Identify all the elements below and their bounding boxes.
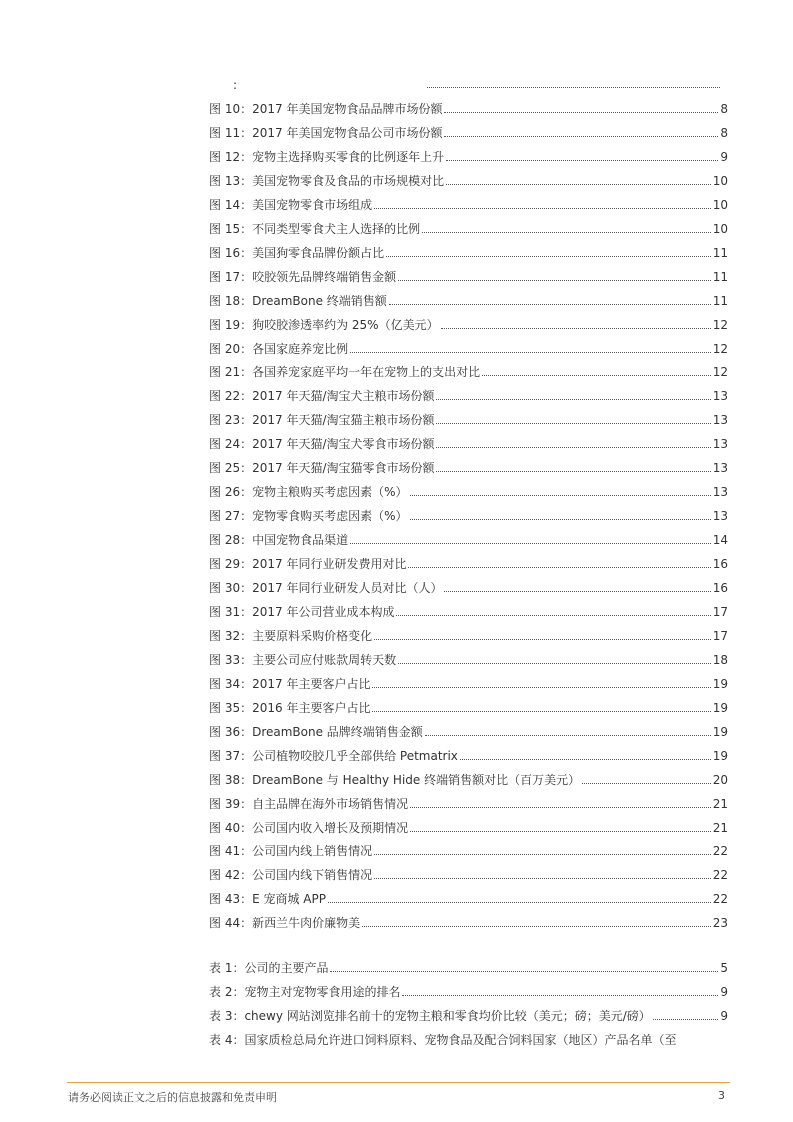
dot-leader: [398, 663, 711, 664]
fragment-colon: :: [233, 78, 238, 92]
figure-toc-entry[interactable]: [209, 602, 728, 620]
toc-entry-page: 13: [712, 461, 728, 476]
toc-entry-page: 22: [712, 868, 728, 883]
toc-entry-label: 表 2：宠物主对宠物零食用途的排名: [209, 985, 401, 999]
dot-leader: [436, 423, 710, 424]
figure-toc-entry[interactable]: [209, 458, 728, 476]
toc-entry-page: 12: [712, 317, 728, 332]
table-toc-entry[interactable]: [209, 1030, 728, 1048]
figure-toc-entry[interactable]: [209, 195, 728, 213]
dot-leader: [374, 878, 711, 879]
dot-leader: [436, 399, 710, 400]
dot-leader: [441, 328, 711, 329]
toc-entry-page: 17: [712, 604, 728, 619]
dot-leader: [446, 184, 711, 185]
toc-entry-page: 8: [720, 102, 728, 116]
toc-entry-label: 图 20：各国家庭养宠比例: [209, 341, 349, 356]
figure-toc-entry[interactable]: [209, 410, 728, 428]
figure-toc-entry[interactable]: [209, 578, 728, 596]
dot-leader: [328, 902, 711, 903]
toc-entry-page: 18: [712, 652, 728, 667]
dot-leader: [389, 304, 711, 305]
dot-leader: [372, 711, 710, 712]
toc-entry-label: 图 28：中国宠物食品渠道: [209, 533, 349, 548]
toc-entry-page: 10: [712, 173, 728, 188]
dot-leader: [436, 471, 710, 472]
dot-leader: [398, 280, 711, 281]
figure-toc-entry[interactable]: [209, 818, 728, 836]
toc-entry-label: 图 27：宠物零食购买考虑因素（%）: [209, 509, 408, 524]
toc-entry-label: 图 36：DreamBone 品牌终端销售金额: [209, 724, 423, 739]
toc-entry-label: 图 15：不同类型零食犬主人选择的比例: [209, 221, 421, 236]
figure-toc-entry[interactable]: [209, 770, 728, 788]
toc-entry-page: 13: [712, 389, 728, 404]
figure-toc-entry[interactable]: [209, 123, 728, 141]
toc-entry-page: 19: [712, 724, 728, 739]
toc-entry-label: 图 17：咬胶领先品牌终端销售金额: [209, 269, 397, 284]
toc-entry-page: 21: [712, 796, 728, 811]
figure-toc-entry[interactable]: [209, 99, 728, 117]
toc-entry-page: 9: [720, 149, 728, 164]
dot-leader: [410, 495, 711, 496]
toc-entry-label: 图 43：E 宠商城 APP: [209, 892, 326, 907]
table-toc-entry[interactable]: [209, 982, 728, 1000]
dot-leader: [460, 759, 711, 760]
figure-toc-entry[interactable]: [209, 746, 728, 764]
toc-entry-label: 图 44：新西兰牛肉价廉物美: [209, 916, 361, 931]
footer-divider: [67, 1082, 730, 1083]
toc-entry-label: 表 4：国家质检总局允许进口饲料原料、宠物食品及配合饲料国家（地区）产品名单（至: [209, 1033, 677, 1047]
toc-entry-page: 9: [720, 1009, 728, 1023]
figure-toc-entry[interactable]: [209, 339, 728, 357]
figure-toc-entry[interactable]: [209, 794, 728, 812]
toc-entry-label: 图 30：2017 年同行业研发人员对比（人）: [209, 581, 443, 595]
toc-entry-page: 5: [720, 961, 728, 975]
toc-entry-label: 图 38：DreamBone 与 Healthy Hide 终端销售额对比（百万美元）: [209, 772, 581, 787]
dot-leader: [482, 375, 711, 376]
dot-leader: [410, 519, 711, 520]
toc-entry-label: 图 24：2017 年天猫/淘宝犬零食市场份额: [209, 437, 435, 452]
toc-entry-label: 图 16：美国狗零食品牌份额占比: [209, 245, 385, 260]
toc-entry-label: 图 19：狗咬胶渗透率约为 25%（亿美元）: [209, 317, 439, 332]
dot-leader: [446, 160, 718, 161]
figure-toc-entry[interactable]: [209, 650, 728, 668]
toc-entry-label: 图 12：宠物主选择购买零食的比例逐年上升: [209, 149, 445, 164]
dot-leader: [386, 256, 711, 257]
toc-entry-page: 22: [712, 892, 728, 907]
toc-entry-page: 19: [712, 700, 728, 715]
figure-toc-entry[interactable]: [209, 554, 728, 572]
toc-entry-page: 12: [712, 365, 728, 380]
toc-entry-label: 图 11：2017 年美国宠物食品公司市场份额: [209, 125, 443, 140]
dot-leader: [444, 112, 718, 113]
dot-leader: [582, 783, 711, 784]
toc-entry-page: 13: [712, 437, 728, 452]
toc-entry-label: 图 13：美国宠物零食及食品的市场规模对比: [209, 173, 445, 188]
dot-leader: [444, 591, 710, 592]
figure-toc-entry[interactable]: [209, 889, 728, 907]
figure-toc-entry[interactable]: [209, 434, 728, 452]
dot-leader: [374, 639, 711, 640]
figure-toc-entry[interactable]: [209, 362, 728, 380]
figure-toc-entry[interactable]: [209, 626, 728, 644]
figure-toc-entry[interactable]: [209, 219, 728, 237]
dot-leader: [374, 208, 711, 209]
dot-leader: [350, 352, 711, 353]
toc-entry-label: 图 21：各国养宠家庭平均一年在宠物上的支出对比: [209, 365, 481, 380]
figure-toc-entry[interactable]: [209, 674, 728, 692]
figure-toc-entry[interactable]: [209, 722, 728, 740]
toc-entry-label: 图 29：2017 年同行业研发费用对比: [209, 557, 407, 572]
toc-entry-label: 图 34：2017 年主要客户占比: [209, 676, 371, 691]
table-toc-entry[interactable]: [209, 958, 728, 976]
figure-toc-entry[interactable]: [209, 243, 728, 261]
toc-entry-label: 图 10：2017 年美国宠物食品品牌市场份额: [209, 102, 443, 116]
figure-toc-entry[interactable]: [209, 698, 728, 716]
table-toc-entry[interactable]: [209, 1006, 728, 1024]
toc-entry-label: 图 35：2016 年主要客户占比: [209, 700, 371, 715]
toc-entry-label: 图 40：公司国内收入增长及预期情况: [209, 820, 409, 835]
dot-leader: [350, 543, 711, 544]
footer-page-number: 3: [718, 1089, 725, 1102]
dot-leader: [427, 87, 720, 88]
figure-toc-entry[interactable]: [209, 482, 728, 500]
toc-entry-page: 19: [712, 748, 728, 763]
toc-entry-label: 图 37：公司植物咬胶几乎全部供给 Petmatrix: [209, 748, 458, 763]
toc-entry-label: 图 25：2017 年天猫/淘宝猫零食市场份额: [209, 461, 435, 476]
toc-entry-page: 10: [712, 221, 728, 236]
toc-entry-page: 23: [712, 916, 728, 931]
toc-entry-label: 图 23：2017 年天猫/淘宝猫主粮市场份额: [209, 413, 435, 428]
dot-leader: [408, 567, 710, 568]
toc-entry-page: 12: [712, 341, 728, 356]
dot-leader: [402, 995, 718, 996]
dot-leader: [653, 1019, 719, 1020]
dot-leader: [330, 971, 718, 972]
toc-entry-label: 图 33：主要公司应付账款周转天数: [209, 652, 397, 667]
figure-toc-entry[interactable]: [209, 506, 728, 524]
toc-entry-label: 图 22：2017 年天猫/淘宝犬主粮市场份额: [209, 389, 435, 404]
figure-toc-entry[interactable]: [209, 386, 728, 404]
toc-entry-page: 13: [712, 485, 728, 500]
toc-entry-label: 图 42：公司国内线下销售情况: [209, 868, 373, 883]
footer-disclaimer: 请务必阅读正文之后的信息披露和免责申明: [68, 1091, 277, 1104]
dot-leader: [436, 447, 710, 448]
toc-entry-page: 20: [712, 772, 728, 787]
toc-entry-page: 19: [712, 676, 728, 691]
toc-entry-page: 11: [712, 293, 728, 308]
dot-leader: [396, 615, 710, 616]
toc-entry-label: 图 26：宠物主粮购买考虑因素（%）: [209, 485, 408, 500]
figure-toc-entry[interactable]: [209, 865, 728, 883]
dot-leader: [362, 926, 711, 927]
toc-entry-page: 13: [712, 509, 728, 524]
toc-entry-page: 14: [712, 533, 728, 548]
toc-entry-label: 表 1：公司的主要产品: [209, 961, 329, 975]
toc-entry-page: 11: [712, 245, 728, 260]
toc-entry-page: 21: [712, 820, 728, 835]
toc-entry-page: 17: [712, 628, 728, 643]
dot-leader: [372, 687, 710, 688]
dot-leader: [374, 854, 711, 855]
toc-entry-label: 图 41：公司国内线上销售情况: [209, 844, 373, 859]
toc-entry-page: 8: [720, 125, 728, 140]
toc-top-fragment: [209, 78, 728, 94]
toc-entry-label: 图 32：主要原料采购价格变化: [209, 628, 373, 643]
dot-leader: [410, 807, 711, 808]
toc-entry-label: 图 14：美国宠物零食市场组成: [209, 197, 373, 212]
dot-leader: [444, 136, 718, 137]
figure-toc-entry[interactable]: [209, 291, 728, 309]
figure-toc-entry[interactable]: [209, 530, 728, 548]
toc-entry-label: 图 31：2017 年公司营业成本构成: [209, 604, 395, 619]
toc-entry-label: 图 39：自主品牌在海外市场销售情况: [209, 796, 409, 811]
toc-entry-label: 图 18：DreamBone 终端销售额: [209, 293, 387, 308]
figure-toc-entry[interactable]: [209, 267, 728, 285]
toc-entry-page: 16: [712, 557, 728, 572]
figure-toc-entry[interactable]: [209, 147, 728, 165]
dot-leader: [410, 831, 711, 832]
figure-toc-entry[interactable]: [209, 841, 728, 859]
figure-toc-entry[interactable]: [209, 315, 728, 333]
figure-toc-entry[interactable]: [209, 913, 728, 931]
toc-entry-page: 9: [720, 985, 728, 999]
toc-entry-page: 10: [712, 197, 728, 212]
toc-entry-page: 22: [712, 844, 728, 859]
dot-leader: [422, 232, 711, 233]
toc-entry-page: 16: [712, 581, 728, 595]
figure-toc-entry[interactable]: [209, 171, 728, 189]
toc-entry-label: 表 3：chewy 网站浏览排名前十的宠物主粮和零食均价比较（美元；磅；美元/磅）: [209, 1009, 651, 1023]
dot-leader: [425, 735, 711, 736]
toc-entry-page: 13: [712, 413, 728, 428]
toc-entry-page: 11: [712, 269, 728, 284]
